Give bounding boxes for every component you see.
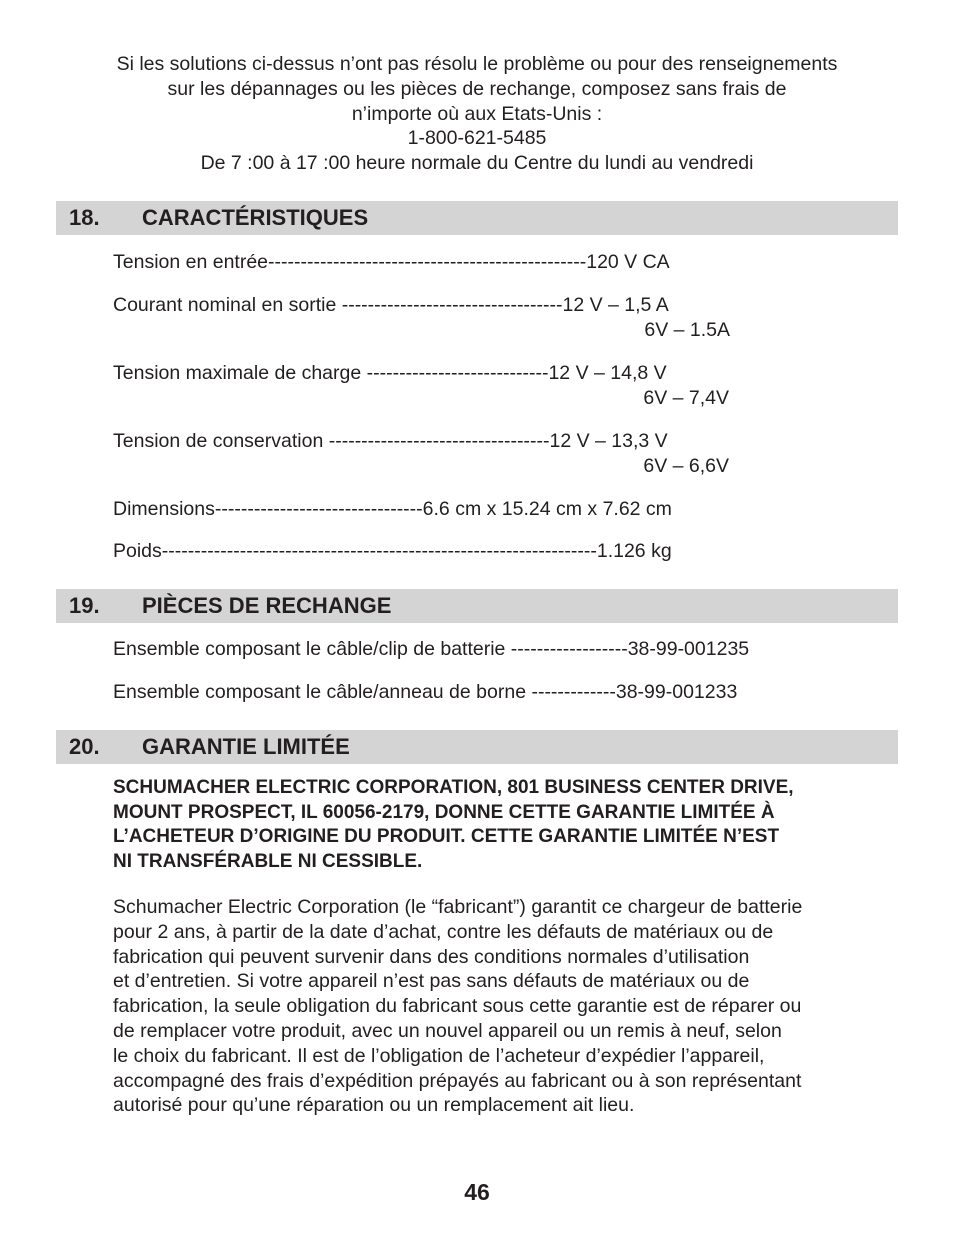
spec-line-maintenance-voltage: Tension de conservation ----------------------------------12 V – 13,3 V: [113, 430, 668, 452]
section-heading-garantie-limitee: [56, 730, 898, 764]
intro-line: Si les solutions ci-dessus n’ont pas résolu le problème ou pour des renseignements: [116, 53, 838, 75]
section-number: 19.: [69, 593, 100, 618]
spec-line-input-voltage: Tension en entrée-------------------------------------------------120 V CA: [113, 251, 670, 273]
section-heading-caracteristiques: [56, 201, 898, 235]
spec-line-max-charge-voltage: Tension maximale de charge ----------------------------12 V – 14,8 V: [113, 362, 667, 384]
spec-value-6v: 6V – 7,4V: [643, 387, 729, 409]
warranty-body-line: pour 2 ans, à partir de la date d’achat, contre les défauts de matériaux ou de: [113, 920, 774, 943]
warranty-statement-line: SCHUMACHER ELECTRIC CORPORATION, 801 BUSINESS CENTER DRIVE,: [113, 777, 794, 798]
spec-value-6v: 6V – 1.5A: [644, 319, 730, 341]
warranty-body-line: Schumacher Electric Corporation (le “fabricant”) garantit ce chargeur de batterie: [113, 896, 803, 918]
warranty-statement-line: L’ACHETEUR D’ORIGINE DU PRODUIT. CETTE GARANTIE LIMITÉE N’EST: [113, 826, 780, 848]
intro-line: sur les dépannages ou les pièces de rechange, composez sans frais de: [167, 77, 787, 100]
warranty-body-line: accompagné des frais d’expédition prépayés au fabricant ou à son représentant: [113, 1069, 802, 1092]
intro-line: n’importe où aux Etats-Unis :: [351, 102, 603, 125]
warranty-body-line: de remplacer votre produit, avec un nouvel appareil ou un remis à neuf, selon: [113, 1019, 782, 1042]
warranty-statement-line: MOUNT PROSPECT, IL 60056-2179, DONNE CETTE GARANTIE LIMITÉE À: [113, 801, 775, 823]
section-title: PIÈCES DE RECHANGE: [142, 593, 392, 618]
section-title: GARANTIE LIMITÉE: [142, 734, 350, 759]
spec-line-weight: Poids-------------------------------------------------------------------1.126 kg: [113, 540, 672, 562]
section-title: CARACTÉRISTIQUES: [142, 205, 369, 230]
intro-paragraph: [0, 52, 954, 176]
section-number: 20.: [69, 734, 100, 759]
spec-line-dimensions: Dimensions--------------------------------6.6 cm x 15.24 cm x 7.62 cm: [113, 498, 672, 520]
warranty-body-line: autorisé pour qu’une réparation ou un remplacement ait lieu.: [113, 1094, 635, 1117]
spec-line-output-current: Courant nominal en sortie ----------------------------------12 V – 1,5 A: [113, 294, 669, 316]
warranty-body-line: fabrication, la seule obligation du fabricant sous cette garantie est de réparer ou: [113, 995, 802, 1018]
warranty-statement: [113, 776, 913, 874]
warranty-body-line: le choix du fabricant. Il est de l’obligation de l’acheteur d’expédier l’appareil,: [113, 1044, 765, 1067]
part-line-battery-clip: Ensemble composant le câble/clip de batterie ------------------38-99-001235: [113, 638, 750, 660]
intro-line: De 7 :00 à 17 :00 heure normale du Centre du lundi au vendredi: [200, 152, 754, 175]
spec-value-6v: 6V – 6,6V: [643, 455, 729, 477]
phone-number: 1-800-621-5485: [407, 127, 547, 150]
warranty-statement-line: NI TRANSFÉRABLE NI CESSIBLE.: [113, 850, 423, 872]
section-heading-pieces-de-rechange: [56, 589, 898, 623]
part-line-terminal-ring: Ensemble composant le câble/anneau de borne -------------38-99-001233: [113, 681, 738, 703]
section-number: 18.: [69, 205, 100, 230]
warranty-body-line: et d’entretien. Si votre appareil n’est pas sans défauts de matériaux ou de: [113, 970, 750, 993]
warranty-body-line: fabrication qui peuvent survenir dans des conditions normales d’utilisation: [113, 945, 750, 968]
warranty-body: [113, 895, 903, 1118]
page-number: 46: [464, 1179, 490, 1205]
